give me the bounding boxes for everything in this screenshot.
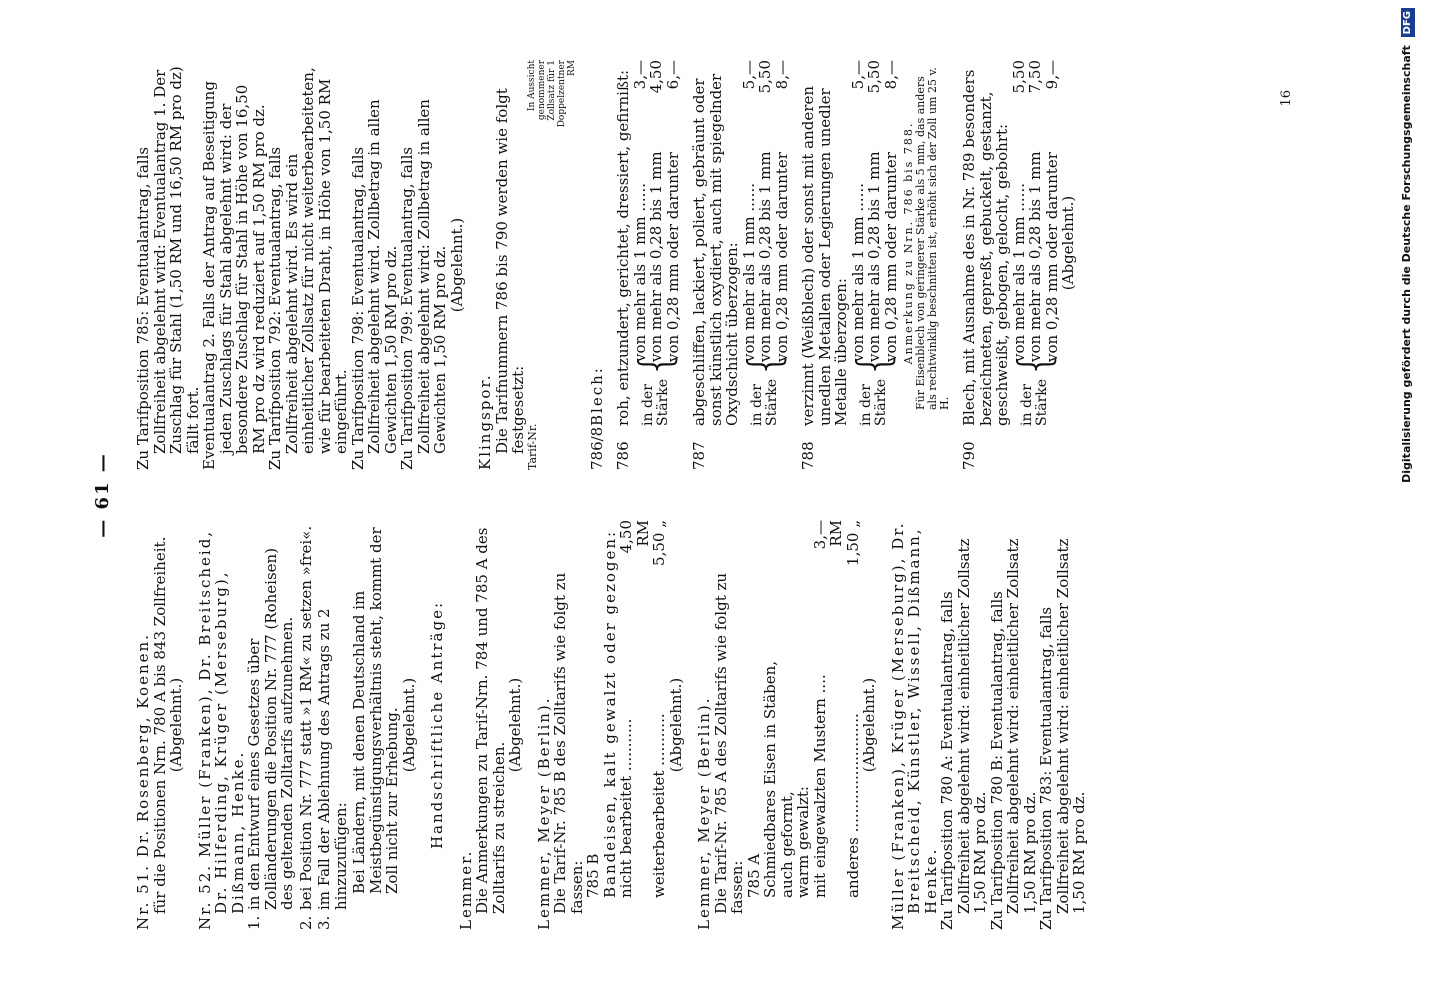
rate-table <box>812 520 862 930</box>
item-text: in den Entwurf eines Gesetzes über Zolländerungen die Position Nr. 777 (Roheisen) des geltenden Zolltarifs aufzunehmen. <box>245 547 296 910</box>
left-column <box>135 520 1100 930</box>
table-row: von 0,28 mm oder darunter 6,— <box>663 60 682 362</box>
tariff-number: 786 <box>614 441 632 470</box>
list-item: Zu Tarifposition 780 A: Eventualantrag, falls Zollfreiheit abgelehnt wird: einheitlicher Zollsatz 1,50 RM pro dz. <box>938 538 989 930</box>
tariff-description: abgeschliffen, lackiert, poliert, gebräunt oder sonst künstlich oxydiert, auch mit spiegelnder Oxydschicht überzogen: <box>690 73 741 426</box>
motion-result: (Abgelehnt.) <box>666 677 685 773</box>
motion-head: Lemmer, Meyer (Berlin). <box>534 696 553 930</box>
table-row: weiterbearbeitet ........... 5,50 „ <box>650 520 668 898</box>
thickness-label: in der Stärke <box>1019 378 1051 426</box>
tariff-number: 786/8 <box>587 426 606 470</box>
motion-nr51-text: für die Positionen Nrn. 780 A bis 843 Zollfreiheit. <box>150 536 169 914</box>
motion-nr51 <box>135 520 185 930</box>
item-text: bei Position Nr. 777 statt »1 RM« zu setzen »frei«. <box>296 525 315 910</box>
document-page <box>92 60 1315 930</box>
list-item: Zu Tarifposition 780 B: Eventualantrag, falls Zollfreiheit abgelehnt wird: einheitlicher Zollsatz 1,50 RM pro dz. <box>987 538 1039 930</box>
page-number: — 61 — <box>92 452 113 538</box>
motion-nr52-result: (Abgelehnt.) <box>399 677 418 773</box>
annotation-text: Für Eisenblech von geringerer Stärke als 5 mm, das anders als rechtwinklig beschnitten ist, erhöht sich der Zoll um 25 v. H. <box>914 67 951 410</box>
motion-result: (Abgelehnt.) <box>447 217 466 313</box>
tariff-number: 790 <box>960 441 978 470</box>
motion-mueller-kruger <box>890 520 1088 930</box>
motion-nr52-sub: Bei Ländern, mit denen Deutschland im Meistbegünstigungsverhältnis steht, kommt der Zoll nicht zur Erhebung. <box>350 527 401 894</box>
tariff-code: 785 A <box>744 853 763 898</box>
item-792: Zu Tarifposition 792: Eventualantrag, falls Zollfreiheit abgelehnt wird. Es wird ein einheitlicher Zollsatz für nicht weiterbearbeiteten, wie für bearbeiteten Draht, in Höhe von 1,50 RM eingeführt. <box>266 67 350 470</box>
tariff-entry-787 <box>691 60 790 470</box>
rate-table <box>618 520 668 930</box>
motion-head: Müller (Franken), Krüger (Merseburg), Dr. Breitscheid, Künstler, Wissell, Dißmann, Henke. <box>888 521 940 930</box>
motion-result: (Abgelehnt.) <box>1059 195 1077 291</box>
table-row: von 0,28 mm oder darunter 8,— <box>881 60 900 362</box>
thickness-table <box>850 60 900 426</box>
tariff-entry-786-8 <box>589 60 606 470</box>
motion-head: Lemmer, Meyer (Berlin). <box>695 696 713 930</box>
motion-nr51-head: Nr. 51. Dr. Rosenberg, Koenen. <box>134 633 152 930</box>
motion-text: Die Tarif-Nr. 785 B des Zolltarifs wie folgt zu fassen: <box>551 572 586 914</box>
motion-head: Klingspor. <box>476 373 494 470</box>
tariff-number-label: Tarif-Nr. <box>525 423 539 470</box>
table-row: von mehr als 0,28 bis 1 mm 5,50 <box>756 60 774 362</box>
right-column <box>135 60 1087 470</box>
motion-text: Die Tarifnummern 786 bis 790 werden wie folgt festgesetzt: <box>492 88 527 454</box>
tariff-item: warm gewalzt: <box>794 786 812 898</box>
tariff-entry-786 <box>615 60 681 470</box>
item-number: 1. <box>245 915 263 930</box>
motion-nr52 <box>197 520 418 930</box>
item-number: 2. <box>296 915 315 930</box>
section-handwritten-heading: Handschriftliche Anträge: <box>428 600 446 850</box>
tariff-number: 788 <box>799 441 817 470</box>
tariff-item: Bandeisen, kalt gewalzt oder gezogen: <box>600 529 619 898</box>
rate-column-note: In Aussicht genommener Zollsatz für 1 Doppelzentner RM <box>526 60 577 128</box>
footer-number: 16 <box>1278 90 1294 107</box>
tariff-table-header <box>527 60 577 470</box>
item-number: 3. <box>315 915 333 930</box>
thickness-label: in der Stärke <box>858 378 890 426</box>
tariff-description: Blech: <box>587 366 606 426</box>
motion-lemmer-1-text: Die Anmerkungen zu Tarif-Nrn. 784 und 785 A des Zolltarifs zu streichen. <box>473 527 508 914</box>
motion-klingspor <box>477 60 577 470</box>
dfg-credit-strip <box>1394 0 1420 1000</box>
motion-block-785-799 <box>135 60 465 470</box>
table-row: von 0,28 mm oder darunter 8,— <box>772 60 791 362</box>
motion-nr52-head: Nr. 52. Müller (Franken), Dr. Breitscheid, Dr. Hilferding, Krüger (Merseburg), Dißmann, Henke. <box>195 529 247 930</box>
dfg-logo: DFG <box>1401 8 1415 37</box>
item-text: im Fall der Ablehnung des Antrags zu 2 hinzuzufügen: <box>315 608 350 910</box>
tariff-number: 787 <box>690 441 708 470</box>
motion-lemmer-1-result: (Abgelehnt.) <box>506 677 524 773</box>
motion-lemmer-meyer-785a <box>696 520 878 930</box>
table-row: von 0,28 mm oder darunter 9,— <box>1042 60 1061 362</box>
table-row: von mehr als 0,28 bis 1 mm 5,50 <box>865 60 883 362</box>
thickness-label: in der Stärke <box>640 378 672 426</box>
dfg-credit-text: Digitalisierung gefördert durch die Deutsche Forschungsgemeinschaft <box>1400 45 1413 483</box>
item-799: Zu Tarifposition 799: Eventualantrag, falls Zollfreiheit abgelehnt wird: Zollbetrag in allen Gewichten 1,50 RM pro dz. <box>398 99 449 470</box>
motion-text: Die Tarif-Nr. 785 A des Zolltarifs wie folgt zu fassen: <box>711 572 746 914</box>
item-785: Zu Tarifposition 785: Eventualantrag, falls Zollfreiheit abgelehnt wird: Eventualantrag 1. Der Zuschlag für Stahl (1,50 RM und 16,50 RM pro dz) fällt fort. <box>134 66 202 470</box>
motion-lemmer-meyer-785b <box>536 520 685 930</box>
item-798: Zu Tarifposition 798: Eventualantrag, falls Zollfreiheit abgelehnt wird. Zollbetrag in allen Gewichten 1,50 RM pro dz. <box>348 99 400 470</box>
tariff-entry-790 <box>961 60 1077 470</box>
motion-nr52-list <box>246 520 401 930</box>
table-row: von mehr als 0,28 bis 1 mm 4,50 <box>647 60 665 362</box>
annotation-heading: Anmerkung zu Nrn. 786 bis 788. <box>902 121 915 365</box>
thickness-table <box>741 60 791 426</box>
motion-result: (Abgelehnt.) <box>860 677 878 773</box>
tariff-code: 785 B <box>584 853 602 898</box>
brace-icon: { <box>630 350 682 378</box>
table-row: anderes ......................... 1,50 „ <box>843 520 862 898</box>
list-item <box>315 520 350 930</box>
tariff-item: auch geformt, <box>777 791 796 898</box>
tariff-item: Schmiedbares Eisen in Stäben, <box>761 660 779 898</box>
table-row: von mehr als 1 mm ...... 5,— <box>739 60 758 362</box>
list-item <box>245 520 296 930</box>
table-row: von mehr als 0,28 bis 1 mm 7,50 <box>1026 60 1044 362</box>
motion-lemmer-1 <box>458 520 524 930</box>
table-row: von mehr als 1 mm ...... 3,— <box>630 60 649 362</box>
brace-icon: { <box>739 350 791 378</box>
table-row: nicht bearbeitet ........... 4,50 RM <box>617 520 652 898</box>
motion-lemmer-1-head: Lemmer. <box>456 849 475 930</box>
tariff-entry-788 <box>800 60 951 470</box>
list-item: Zu Tarifposition 783: Eventualantrag, falls Zollfreiheit abgelehnt wird: einheitlicher Zollsatz 1,50 RM pro dz. <box>1037 538 1088 930</box>
motion-nr51-result: (Abgelehnt.) <box>167 677 185 773</box>
tariff-description: verzinnt (Weißblech) oder sonst mit anderen unedlen Metallen oder Legierungen unedler Metalle überzogen: <box>799 86 850 426</box>
brace-icon: { <box>848 350 900 378</box>
thickness-label: in der Stärke <box>749 378 781 426</box>
table-row: von mehr als 1 mm ...... 5,— <box>848 60 867 362</box>
tariff-description: Blech, mit Ausnahme des in Nr. 789 besonders bezeichneten, gepreßt, gebuckelt, gestanzt, geschweißt, gebogen, gelocht, gebohrt: <box>960 69 1011 426</box>
thickness-table <box>1011 60 1061 426</box>
table-row: mit eingewalzten Mustern .... 3,— RM <box>810 520 845 898</box>
brace-icon: { <box>1009 350 1061 378</box>
table-row: von mehr als 1 mm ...... 5,50 <box>1009 60 1028 362</box>
item-eventual-2: Eventualantrag 2. Falls der Antrag auf Beseitigung jeden Zuschlags für Stahl abgelehnt wird: der besondere Zuschlag für Stahl in Höhe von 16,50 RM pro dz wird reduziert auf 1,50 RM pro dz. <box>200 81 268 470</box>
thickness-table <box>632 60 682 426</box>
list-item <box>296 520 315 930</box>
tariff-description: roh, entzundert, gerichtet, dressiert, gefirnißt: <box>614 69 632 426</box>
